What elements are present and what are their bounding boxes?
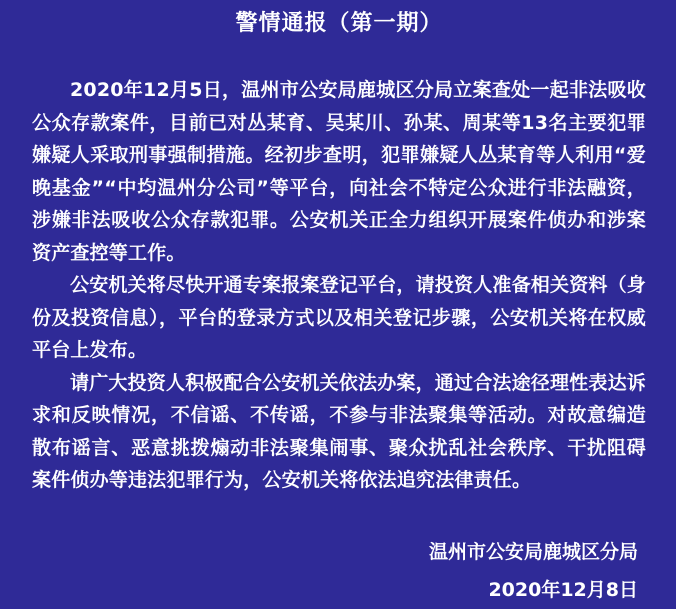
notice-paragraph-2: 公安机关将尽快开通专案报案登记平台，请投资人准备相关资料（身份及投资信息），平台的登录方式以及相关登记步骤，公安机关将在权威平台上发布。 bbox=[32, 274, 647, 361]
issue-date: 2020年12月8日 bbox=[488, 579, 638, 601]
notice-paragraph-1: 2020年12月5日，温州市公安局鹿城区分局立案查处一起非法吸收公众存款案件，目前已对丛某育、吴某川、孙某、周某等13名主要犯罪嫌疑人采取刑事强制措施。经初步查明，犯罪嫌疑人丛某育等人利用“爱晚基金”“中均温州分公司”等平台，向社会不特定公众进行非法融资，涉嫌非法吸收公众存款犯罪。公安机关正全力组织开展案件侦办和涉案资产查控等工作。 bbox=[32, 79, 646, 264]
notice-body bbox=[32, 74, 646, 497]
notice-paragraph-3: 请广大投资人积极配合公安机关依法办案，通过合法途径理性表达诉求和反映情况，不信谣、不传谣，不参与非法聚集等活动。对故意编造散布谣言、恶意挑拨煽动非法聚集闹事、聚众扰乱社会秩序、干扰阻碍案件侦办等违法犯罪行为，公安机关将依法追究法律责任。 bbox=[32, 371, 647, 491]
notice-title: 警情通报（第一期） bbox=[235, 11, 443, 36]
issuer-signature: 温州市公安局鹿城区分局 bbox=[428, 541, 638, 563]
